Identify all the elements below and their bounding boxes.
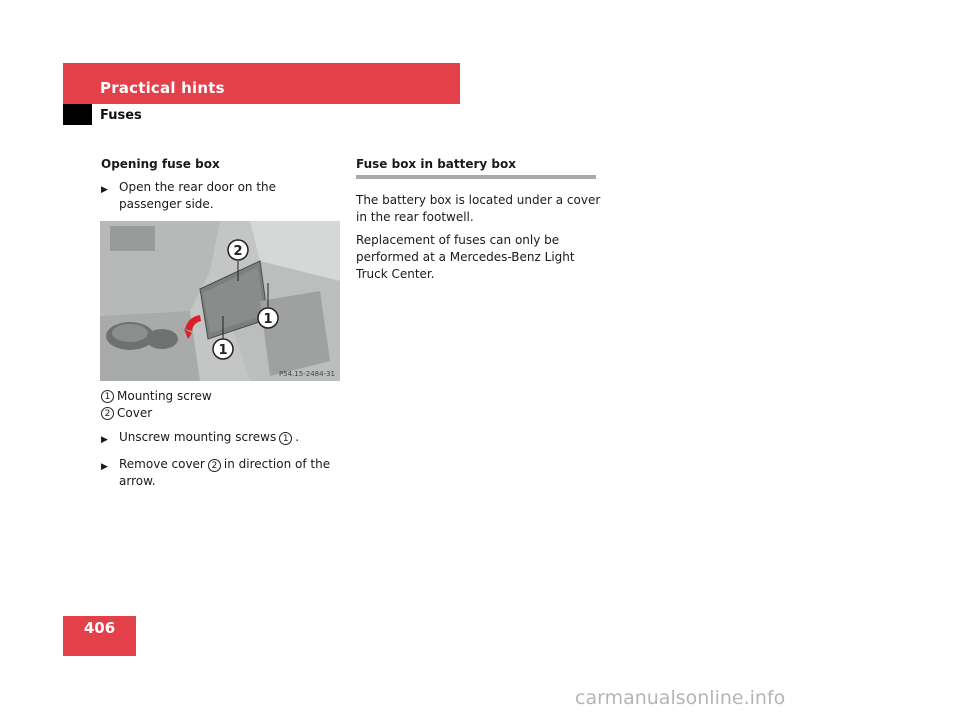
bullet-arrow-icon: ▶ bbox=[101, 185, 108, 195]
step-text: Remove cover 2 in direction of the arrow. bbox=[119, 457, 331, 488]
subsection-title: Fuses bbox=[100, 108, 142, 123]
inline-number: 1 bbox=[279, 432, 292, 445]
watermark: carmanualsonline.info bbox=[575, 687, 786, 709]
bullet-arrow-icon: ▶ bbox=[101, 462, 108, 472]
figure-code: P54.15-2484-31 bbox=[278, 370, 335, 378]
figure-legend bbox=[101, 388, 341, 422]
battery-box-heading: Fuse box in battery box bbox=[356, 157, 516, 171]
legend-text: Cover bbox=[117, 406, 153, 420]
legend-item bbox=[101, 388, 341, 405]
callout-2: 2 bbox=[233, 244, 243, 259]
legend-number: 1 bbox=[101, 390, 114, 403]
instruction-step bbox=[101, 179, 341, 213]
step-text: Open the rear door on the passenger side. bbox=[119, 180, 277, 211]
callout-1-left: 1 bbox=[218, 343, 228, 358]
fuse-box-illustration bbox=[100, 221, 340, 381]
paragraph: The battery box is located under a cover in the rear footwell. bbox=[356, 193, 601, 224]
bullet-arrow-icon: ▶ bbox=[101, 435, 108, 445]
legend-text: Mounting screw bbox=[117, 389, 212, 403]
inline-number: 2 bbox=[208, 459, 221, 472]
legend-item bbox=[101, 405, 341, 422]
step-text: Unscrew mounting screws 1 . bbox=[119, 430, 300, 444]
paragraph: Replacement of fuses can only be performed at a Mercedes-Benz Light Truck Center. bbox=[356, 233, 575, 281]
fuse-box-photo bbox=[100, 221, 340, 381]
callout-1-right: 1 bbox=[263, 312, 273, 327]
right-column bbox=[356, 156, 601, 283]
page-number: 406 bbox=[83, 619, 116, 637]
instruction-step bbox=[101, 456, 341, 490]
opening-fuse-box-heading: Opening fuse box bbox=[101, 157, 220, 171]
section-title: Practical hints bbox=[100, 79, 225, 97]
subsection-marker bbox=[63, 104, 92, 125]
heading-rule bbox=[356, 175, 596, 179]
legend-number: 2 bbox=[101, 407, 114, 420]
instruction-step bbox=[101, 429, 341, 449]
left-column bbox=[101, 156, 341, 490]
